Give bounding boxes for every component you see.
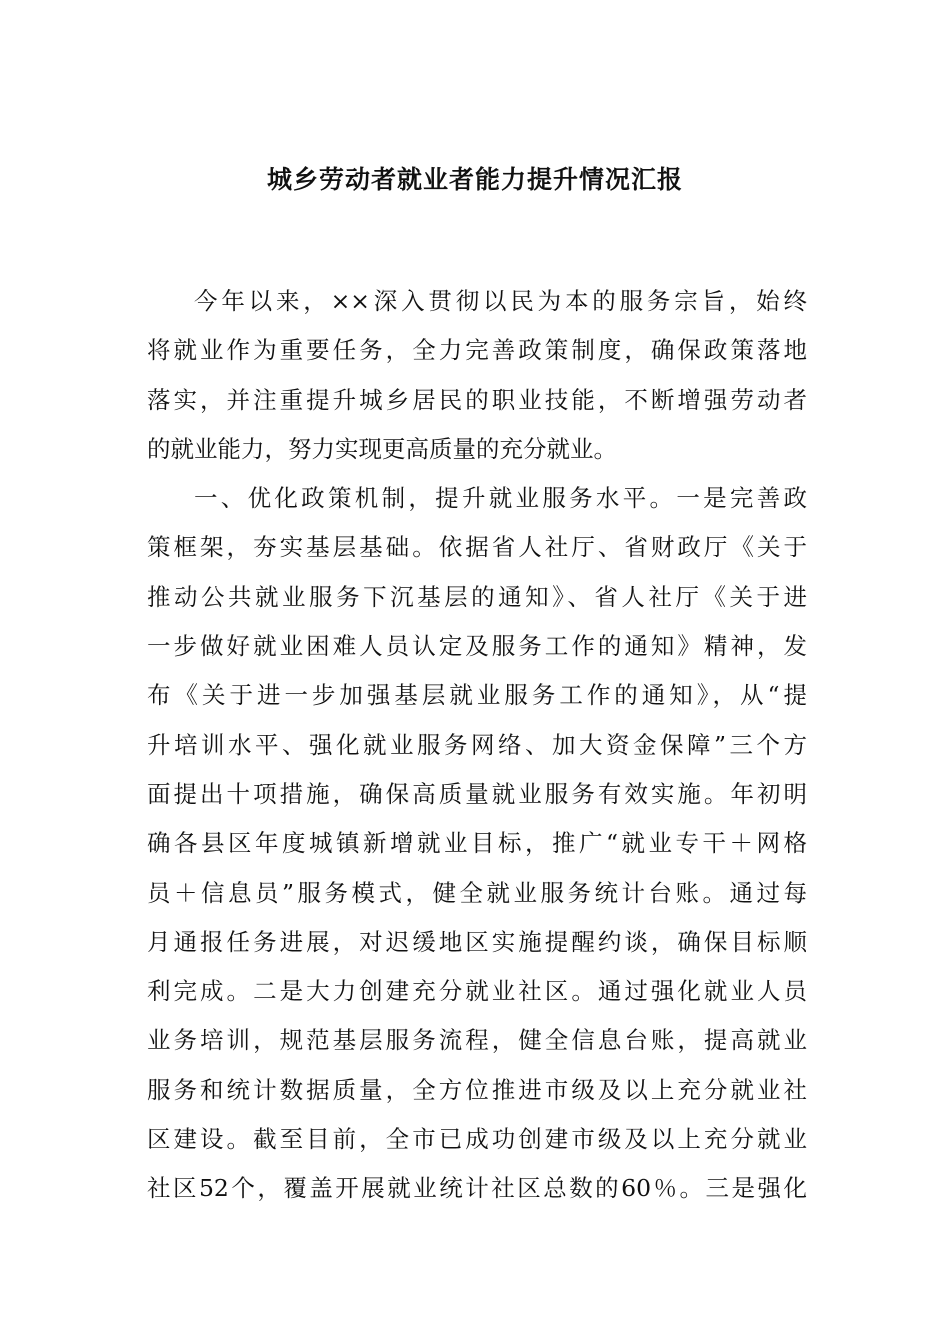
document-title: 城乡劳动者就业者能力提升情况汇报 <box>266 165 683 194</box>
paragraph-line: 区建设。截至目前，全市已成功创建市级及以上充分就业 <box>147 1125 807 1154</box>
paragraph-line: 布《关于进一步加强基层就业服务工作的通知》，从“提 <box>147 681 807 710</box>
paragraph-line: 推动公共就业服务下沉基层的通知》、省人社厅《关于进 <box>147 582 807 611</box>
paragraph-line: 利完成。二是大力创建充分就业社区。通过强化就业人员 <box>147 977 807 1006</box>
paragraph-line: 月通报任务进展，对迟缓地区实施提醒约谈，确保目标顺 <box>147 927 807 956</box>
paragraph-line: 将就业作为重要任务，全力完善政策制度，确保政策落地 <box>147 336 807 365</box>
paragraph-line: 业务培训，规范基层服务流程，健全信息台账，提高就业 <box>147 1026 807 1055</box>
paragraph-line: 一步做好就业困难人员认定及服务工作的通知》精神，发 <box>147 632 807 661</box>
paragraph-line: 服务和统计数据质量，全方位推进市级及以上充分就业社 <box>147 1075 807 1104</box>
paragraph-line: 今年以来，××深入贯彻以民为本的服务宗旨，始终 <box>194 287 807 315</box>
paragraph-line: 升培训水平、强化就业服务网络、加大资金保障”三个方 <box>147 730 807 759</box>
paragraph-line: 员＋信息员”服务模式，健全就业服务统计台账。通过每 <box>147 878 807 907</box>
document-body <box>147 277 807 1214</box>
paragraph-line: 社区52个，覆盖开展就业统计社区总数的60％。三是强化 <box>147 1174 807 1203</box>
paragraph-line: 落实，并注重提升城乡居民的职业技能，不断增强劳动者 <box>147 385 807 414</box>
paragraph-line: 面提出十项措施，确保高质量就业服务有效实施。年初明 <box>147 779 807 808</box>
paragraph-line: 一、优化政策机制，提升就业服务水平。一是完善政 <box>194 484 807 513</box>
paragraph-line: 确各县区年度城镇新增就业目标，推广“就业专干＋网格 <box>147 829 807 858</box>
paragraph-line: 的就业能力，努力实现更高质量的充分就业。 <box>147 434 617 463</box>
paragraph-line: 策框架，夯实基层基础。依据省人社厅、省财政厅《关于 <box>147 533 807 562</box>
